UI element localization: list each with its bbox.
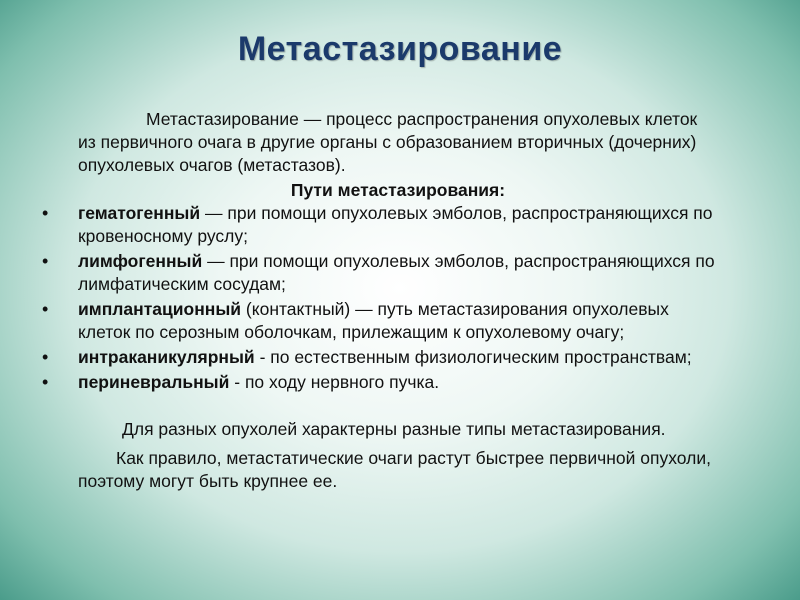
intro-paragraph: Метастазирование — процесс распространения опухолевых клеток из первичного очага в другие органы с образованием вторичных (дочерних) опухолевых очагов (метастазов).	[78, 109, 698, 175]
bullet-term: периневральный	[78, 372, 230, 392]
bullet-text: — при помощи опухолевых эмболов, распространяющихся по лимфатическим сосудам;	[78, 251, 715, 294]
bullet-term: интраканикулярный	[78, 347, 255, 367]
list-item	[42, 371, 718, 394]
bullet-term: лимфогенный	[78, 251, 203, 271]
bullet-text: (контактный) — путь метастазирования опухолевых клеток по серозным оболочкам, прилежащим к опухолевому очагу;	[78, 299, 669, 342]
bullet-text: - по естественным физиологическим пространствам;	[254, 347, 692, 367]
list-item	[42, 250, 718, 296]
subheading: Пути метастазирования:	[290, 180, 506, 200]
bullet-text: - по ходу нервного пучка.	[229, 372, 440, 392]
bullet-dot-icon: •	[42, 203, 49, 223]
note-paragraph-2: Как правило, метастатические очаги растут быстрее первичной опухоли, поэтому могут быть крупнее ее.	[78, 448, 711, 491]
bullet-dot-icon: •	[42, 372, 49, 392]
list-item	[42, 346, 718, 369]
slide-content	[42, 108, 718, 493]
list-item	[42, 202, 718, 248]
bullet-term: гематогенный	[78, 203, 201, 223]
bullet-list	[42, 202, 718, 394]
bullet-term: имплантационный	[78, 299, 242, 319]
slide-title: Метастазирование	[237, 30, 563, 68]
list-item	[42, 298, 718, 344]
bullet-text: — при помощи опухолевых эмболов, распространяющихся по кровеносному руслу;	[78, 203, 713, 246]
bullet-dot-icon: •	[42, 299, 49, 319]
bullet-dot-icon: •	[42, 251, 49, 271]
note-paragraph-1: Для разных опухолей характерны разные типы метастазирования.	[122, 419, 666, 439]
bullet-dot-icon: •	[42, 347, 49, 367]
